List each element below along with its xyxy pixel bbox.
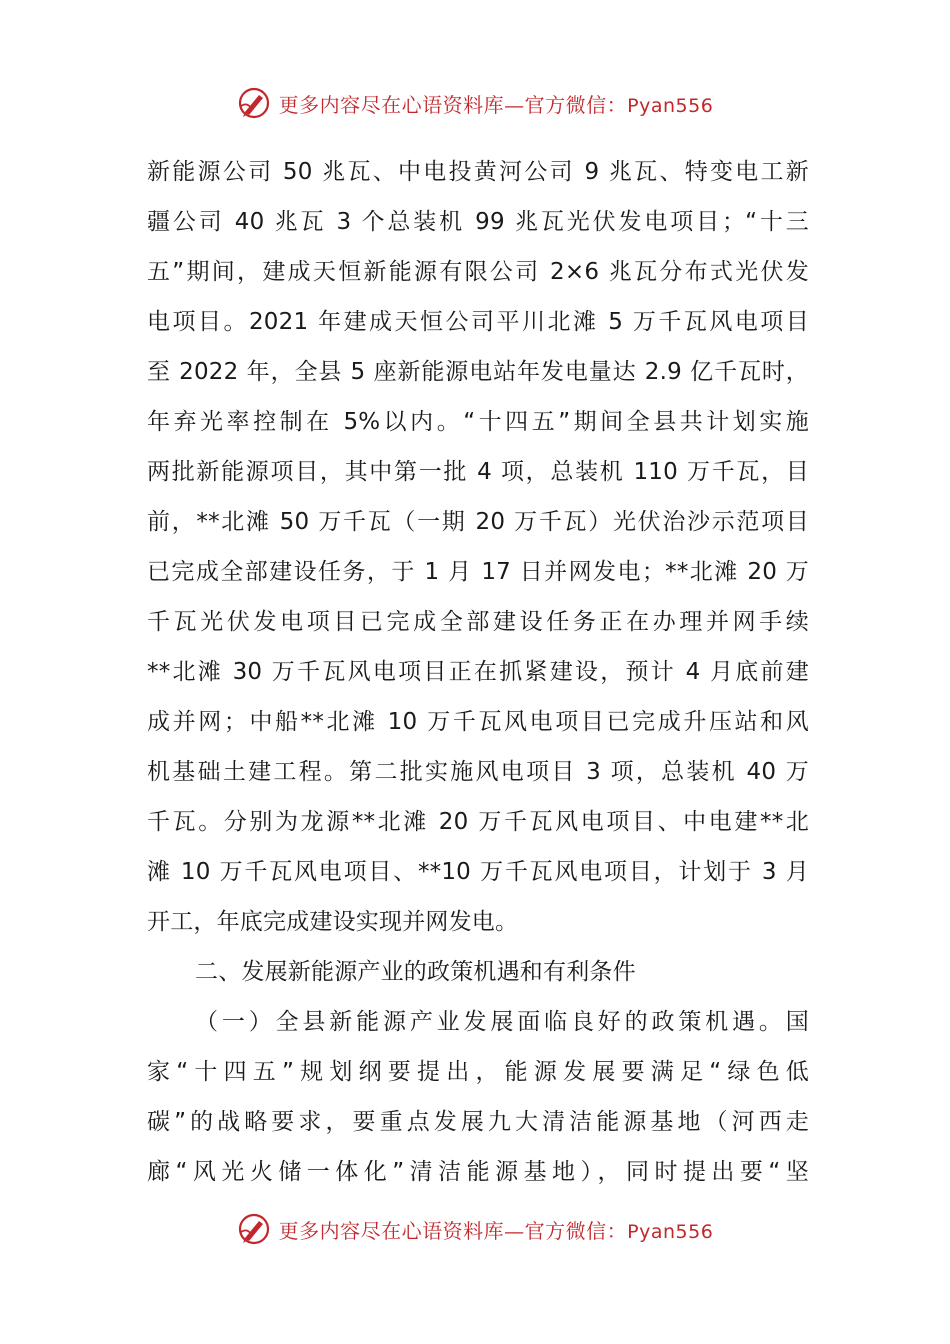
body-line: 开工，年底完成建设实现并网发电。 <box>147 909 519 935</box>
watermark-footer <box>0 1212 950 1246</box>
watermark-header <box>0 86 950 120</box>
body-line: 千瓦。分别为龙源**北滩 20 万千瓦风电项目、中电建**北 <box>147 809 809 835</box>
body-line: 两批新能源项目，其中第一批 4 项，总装机 110 万千瓦，目 <box>147 459 809 485</box>
body-line: 新能源公司 50 兆瓦、中电投黄河公司 9 兆瓦、特变电工新 <box>147 159 809 185</box>
watermark-text: 更多内容尽在心语资料库—官方微信：Pyan556 <box>278 92 714 117</box>
pen-logo-icon <box>237 1212 271 1246</box>
body-line: **北滩 30 万千瓦风电项目正在抓紧建设，预计 4 月底前建 <box>147 659 809 685</box>
body-line: 电项目。2021 年建成天恒公司平川北滩 5 万千瓦风电项目 <box>147 309 809 335</box>
body-line: 千瓦光伏发电项目已完成全部建设任务正在办理并网手续 <box>147 609 809 635</box>
body-line: 家“十四五”规划纲要提出，能源发展要满足“绿色低 <box>147 1059 809 1085</box>
body-line: 碳”的战略要求，要重点发展九大清洁能源基地（河西走 <box>147 1109 809 1135</box>
body-line: （一）全县新能源产业发展面临良好的政策机遇。国 <box>195 1009 809 1035</box>
watermark-text: 更多内容尽在心语资料库—官方微信：Pyan556 <box>278 1218 714 1243</box>
body-line: 已完成全部建设任务，于 1 月 17 日并网发电；**北滩 20 万 <box>147 559 809 585</box>
body-line: 前，**北滩 50 万千瓦（一期 20 万千瓦）光伏治沙示范项目 <box>147 509 809 535</box>
body-line: 廊“风光火储一体化”清洁能源基地），同时提出要“坚 <box>147 1159 809 1185</box>
body-line: 五”期间，建成天恒新能源有限公司 2×6 兆瓦分布式光伏发 <box>147 259 809 285</box>
body-line: 滩 10 万千瓦风电项目、**10 万千瓦风电项目，计划于 3 月 <box>147 859 809 885</box>
pen-logo-icon <box>237 86 271 120</box>
section-heading: 二、发展新能源产业的政策机遇和有利条件 <box>195 959 636 985</box>
body-line: 成并网；中船**北滩 10 万千瓦风电项目已完成升压站和风 <box>147 709 809 735</box>
document-body <box>147 147 809 1197</box>
body-line: 机基础土建工程。第二批实施风电项目 3 项，总装机 40 万 <box>147 759 809 785</box>
body-line: 年弃光率控制在 5%以内。“十四五”期间全县共计划实施 <box>147 409 809 435</box>
body-line: 至 2022 年，全县 5 座新能源电站年发电量达 2.9 亿千瓦时， <box>147 359 809 385</box>
body-line: 疆公司 40 兆瓦 3 个总装机 99 兆瓦光伏发电项目；“十三 <box>147 209 809 235</box>
